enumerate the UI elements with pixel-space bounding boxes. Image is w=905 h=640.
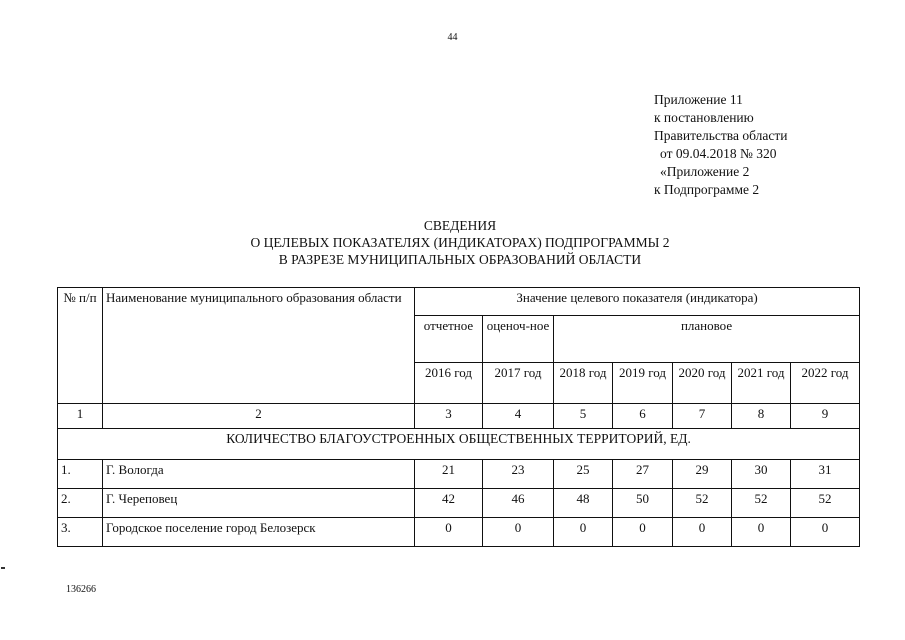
row-value: 0 bbox=[554, 518, 613, 547]
title-line: В РАЗРЕЗЕ МУНИЦИПАЛЬНЫХ ОБРАЗОВАНИЙ ОБЛАСТИ bbox=[278, 252, 642, 267]
header-year: 2020 год bbox=[673, 363, 732, 404]
header-num: № п/п bbox=[58, 288, 103, 404]
row-municipality: Г. Череповец bbox=[103, 489, 415, 518]
row-value: 46 bbox=[483, 489, 554, 518]
row-value: 29 bbox=[673, 460, 732, 489]
row-value: 42 bbox=[415, 489, 483, 518]
appendix-line: к постановлению bbox=[654, 110, 754, 125]
header-reporting: отчетное bbox=[415, 316, 483, 363]
section-title: КОЛИЧЕСТВО БЛАГОУСТРОЕННЫХ ОБЩЕСТВЕННЫХ ТЕРРИТОРИЙ, ЕД. bbox=[58, 429, 860, 460]
table-row bbox=[58, 489, 860, 518]
row-value: 0 bbox=[613, 518, 673, 547]
column-number: 8 bbox=[732, 404, 791, 429]
header-year: 2019 год bbox=[613, 363, 673, 404]
column-number-row bbox=[58, 404, 860, 429]
row-number: 1. bbox=[58, 460, 103, 489]
row-value: 23 bbox=[483, 460, 554, 489]
column-number: 3 bbox=[415, 404, 483, 429]
row-value: 52 bbox=[732, 489, 791, 518]
row-value: 27 bbox=[613, 460, 673, 489]
row-value: 21 bbox=[415, 460, 483, 489]
appendix-line: к Подпрограмме 2 bbox=[654, 182, 760, 197]
row-value: 0 bbox=[415, 518, 483, 547]
page-number: 44 bbox=[447, 32, 458, 43]
table-body bbox=[58, 460, 860, 547]
column-number: 7 bbox=[673, 404, 732, 429]
column-number: 6 bbox=[613, 404, 673, 429]
row-municipality: Городское поселение город Белозерск bbox=[103, 518, 415, 547]
column-number: 2 bbox=[103, 404, 415, 429]
header-year: 2022 год bbox=[791, 363, 860, 404]
table-row bbox=[58, 518, 860, 547]
title-line: СВЕДЕНИЯ bbox=[423, 218, 497, 233]
header-estimated: оценоч-ное bbox=[483, 316, 554, 363]
appendix-line: Приложение 11 bbox=[654, 92, 743, 107]
row-value: 48 bbox=[554, 489, 613, 518]
row-municipality: Г. Вологда bbox=[103, 460, 415, 489]
row-value: 50 bbox=[613, 489, 673, 518]
column-number: 1 bbox=[58, 404, 103, 429]
appendix-line: Правительства области bbox=[654, 128, 788, 143]
header-year: 2016 год bbox=[415, 363, 483, 404]
row-value: 30 bbox=[732, 460, 791, 489]
header-year: 2018 год bbox=[554, 363, 613, 404]
row-value: 0 bbox=[483, 518, 554, 547]
header-value-group: Значение целевого показателя (индикатора) bbox=[415, 288, 860, 316]
appendix-line: от 09.04.2018 № 320 bbox=[660, 146, 777, 161]
row-value: 0 bbox=[791, 518, 860, 547]
column-number: 9 bbox=[791, 404, 860, 429]
row-value: 25 bbox=[554, 460, 613, 489]
indicators-table bbox=[57, 287, 860, 547]
column-number: 4 bbox=[483, 404, 554, 429]
row-value: 0 bbox=[732, 518, 791, 547]
footer-code: 136266 bbox=[66, 584, 96, 595]
appendix-note bbox=[654, 91, 787, 199]
table-row bbox=[58, 460, 860, 489]
row-number: 2. bbox=[58, 489, 103, 518]
row-value: 52 bbox=[791, 489, 860, 518]
header-name: Наименование муниципального образования области bbox=[103, 288, 415, 404]
margin-mark bbox=[1, 567, 5, 569]
column-number: 5 bbox=[554, 404, 613, 429]
row-value: 0 bbox=[673, 518, 732, 547]
header-year: 2021 год bbox=[732, 363, 791, 404]
row-value: 31 bbox=[791, 460, 860, 489]
row-number: 3. bbox=[58, 518, 103, 547]
document-title bbox=[0, 217, 905, 268]
header-planned: плановое bbox=[554, 316, 860, 363]
title-line: О ЦЕЛЕВЫХ ПОКАЗАТЕЛЯХ (ИНДИКАТОРАХ) ПОДПРОГРАММЫ 2 bbox=[250, 235, 670, 250]
header-year: 2017 год bbox=[483, 363, 554, 404]
row-value: 52 bbox=[673, 489, 732, 518]
appendix-line: «Приложение 2 bbox=[660, 164, 750, 179]
